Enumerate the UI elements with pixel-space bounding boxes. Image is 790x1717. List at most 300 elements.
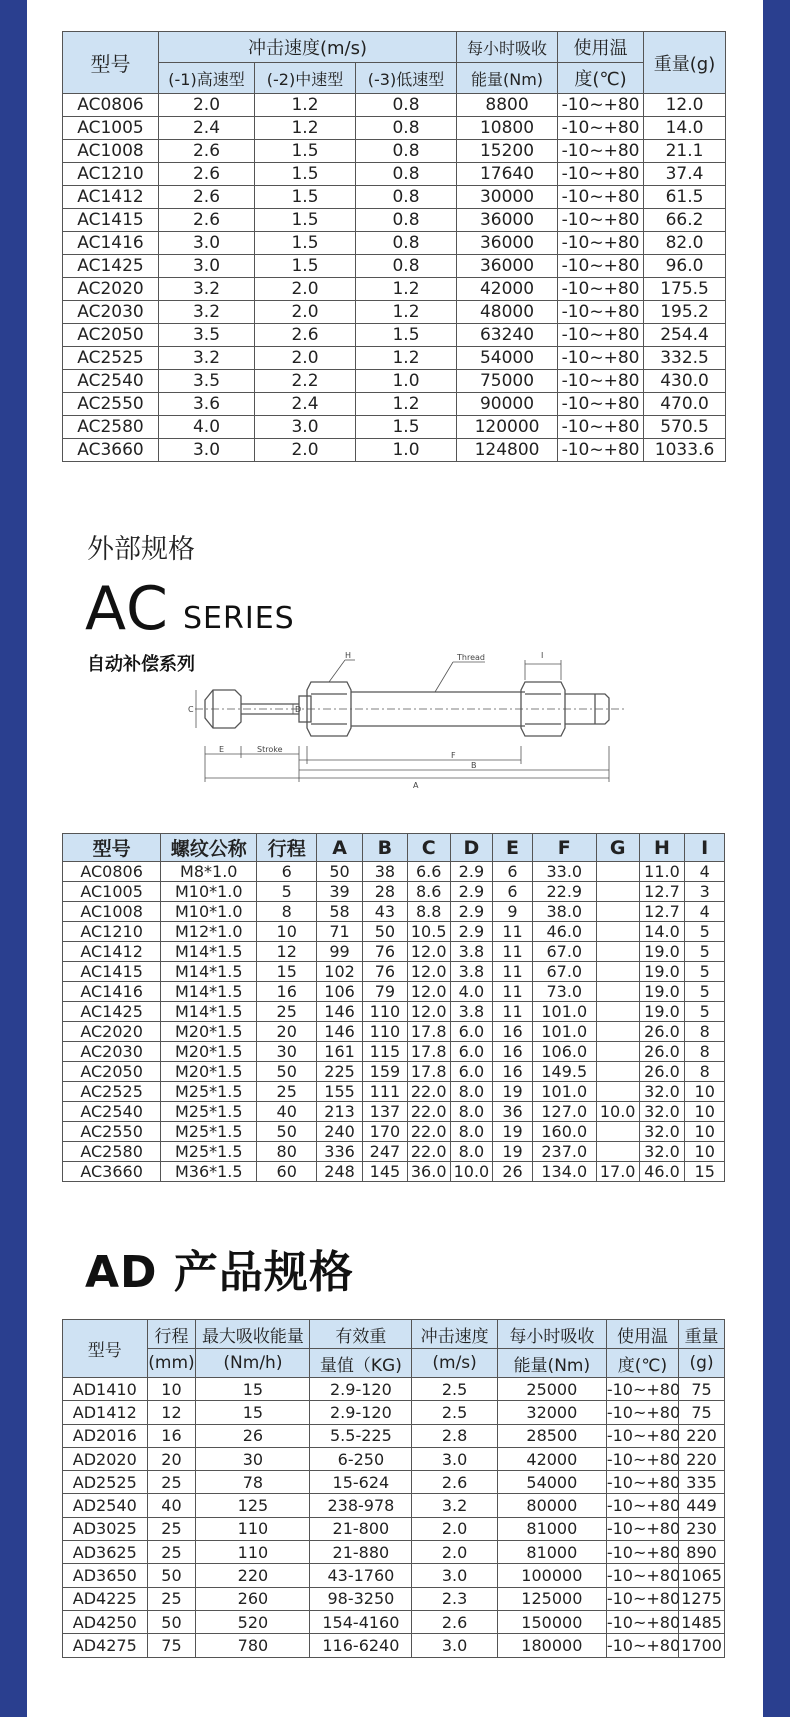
table-cell: 0.8 bbox=[356, 117, 457, 140]
table-cell: -10~+80 bbox=[606, 1564, 678, 1587]
table-cell: 8 bbox=[685, 1042, 725, 1062]
series-description: 自动补偿系列 bbox=[87, 654, 195, 675]
table-cell: 38 bbox=[363, 862, 408, 882]
table-row bbox=[63, 439, 726, 462]
table-cell: -10~+80 bbox=[606, 1517, 678, 1540]
table-cell: 36000 bbox=[457, 255, 558, 278]
table-cell: 28500 bbox=[497, 1424, 606, 1447]
table-cell: AC1008 bbox=[63, 902, 161, 922]
table-cell: 25000 bbox=[497, 1378, 606, 1401]
table-cell: 98-3250 bbox=[310, 1587, 412, 1610]
table-cell: AC3660 bbox=[63, 439, 159, 462]
table-cell: 3.8 bbox=[450, 962, 493, 982]
table-cell: 76 bbox=[363, 962, 408, 982]
table-cell: 220 bbox=[679, 1424, 725, 1447]
table-cell: 2.5 bbox=[412, 1378, 498, 1401]
label-f: F bbox=[451, 751, 456, 760]
table-cell: 61.5 bbox=[644, 186, 726, 209]
table-cell: 3.5 bbox=[159, 370, 255, 393]
table-cell: 520 bbox=[196, 1610, 310, 1633]
table-cell: M25*1.5 bbox=[161, 1082, 257, 1102]
table-cell: 6-250 bbox=[310, 1447, 412, 1470]
table-cell: -10~+80 bbox=[558, 140, 644, 163]
table-cell: AC2540 bbox=[63, 1102, 161, 1122]
table-cell: 26 bbox=[493, 1162, 533, 1182]
table-cell: 3.0 bbox=[412, 1564, 498, 1587]
table-cell: 11 bbox=[493, 922, 533, 942]
table-cell: 75000 bbox=[457, 370, 558, 393]
table-cell bbox=[596, 922, 639, 942]
table-row bbox=[63, 1162, 725, 1182]
table-cell: 21.1 bbox=[644, 140, 726, 163]
table-cell: 4.0 bbox=[450, 982, 493, 1002]
table-cell: 3.0 bbox=[159, 439, 255, 462]
table-cell: AC2550 bbox=[63, 393, 159, 416]
label-d: D bbox=[295, 705, 302, 714]
table-cell bbox=[596, 1062, 639, 1082]
table-cell: -10~+80 bbox=[606, 1494, 678, 1517]
table-cell: 149.5 bbox=[532, 1062, 596, 1082]
table-cell: 2.6 bbox=[412, 1610, 498, 1633]
table-cell: 20 bbox=[257, 1022, 317, 1042]
table-cell: 26 bbox=[196, 1424, 310, 1447]
table-cell: 335 bbox=[679, 1471, 725, 1494]
table-row bbox=[63, 140, 726, 163]
ad-header-effective-1: 有效重 bbox=[310, 1320, 412, 1349]
table-cell: 78 bbox=[196, 1471, 310, 1494]
table-cell: 76 bbox=[363, 942, 408, 962]
table-cell: 32.0 bbox=[639, 1122, 685, 1142]
table-cell: 54000 bbox=[457, 347, 558, 370]
table-cell: AC3660 bbox=[63, 1162, 161, 1182]
table-cell: AD1412 bbox=[63, 1401, 148, 1424]
table-cell: 10 bbox=[257, 922, 317, 942]
table-cell: M20*1.5 bbox=[161, 1042, 257, 1062]
table-cell: M14*1.5 bbox=[161, 942, 257, 962]
table-cell: 20 bbox=[147, 1447, 196, 1470]
table-cell: 1.2 bbox=[356, 278, 457, 301]
dimension-header-cell: B bbox=[363, 834, 408, 862]
table-cell: 11.0 bbox=[639, 862, 685, 882]
table-cell: 195.2 bbox=[644, 301, 726, 324]
table-cell: 5 bbox=[685, 962, 725, 982]
table-cell: 67.0 bbox=[532, 962, 596, 982]
table-cell: 430.0 bbox=[644, 370, 726, 393]
table-cell: 12.7 bbox=[639, 902, 685, 922]
table-cell: AC2525 bbox=[63, 1082, 161, 1102]
table-cell: 127.0 bbox=[532, 1102, 596, 1122]
table-cell: 101.0 bbox=[532, 1082, 596, 1102]
table-cell: 90000 bbox=[457, 393, 558, 416]
table-cell: 50 bbox=[147, 1610, 196, 1633]
table-cell: AC1416 bbox=[63, 982, 161, 1002]
table-cell: AD4275 bbox=[63, 1634, 148, 1657]
table-cell: 1.5 bbox=[356, 416, 457, 439]
table-cell: -10~+80 bbox=[606, 1424, 678, 1447]
dimension-header-cell: D bbox=[450, 834, 493, 862]
table-row bbox=[63, 209, 726, 232]
table-cell: 1.2 bbox=[356, 393, 457, 416]
series-subtitle: SERIES bbox=[183, 601, 295, 636]
ad-section-heading: AD 产品规格 bbox=[85, 1247, 354, 1298]
table-cell: 25 bbox=[147, 1517, 196, 1540]
table-row bbox=[63, 1587, 725, 1610]
table-row bbox=[63, 1610, 725, 1633]
table-cell: 28 bbox=[363, 882, 408, 902]
table-cell: 2.3 bbox=[412, 1587, 498, 1610]
table-cell: -10~+80 bbox=[558, 324, 644, 347]
table-cell: 8.0 bbox=[450, 1082, 493, 1102]
table-cell: -10~+80 bbox=[606, 1541, 678, 1564]
label-i: I bbox=[541, 651, 544, 660]
table-cell: 101.0 bbox=[532, 1002, 596, 1022]
header-speed-high: (-1)高速型 bbox=[159, 63, 255, 94]
table-cell: 54000 bbox=[497, 1471, 606, 1494]
table-cell: 125 bbox=[196, 1494, 310, 1517]
table-cell: 50 bbox=[363, 922, 408, 942]
table-cell: 79 bbox=[363, 982, 408, 1002]
table-cell: 6 bbox=[493, 862, 533, 882]
table-cell: 8.8 bbox=[407, 902, 450, 922]
table-cell: 1.2 bbox=[255, 94, 356, 117]
table-cell: 0.8 bbox=[356, 94, 457, 117]
table-cell: 115 bbox=[363, 1042, 408, 1062]
ad-header-hourly-2: 能量(Nm) bbox=[497, 1349, 606, 1378]
table-cell: 2.4 bbox=[255, 393, 356, 416]
table-cell: 1.2 bbox=[356, 347, 457, 370]
table-cell: AD3650 bbox=[63, 1564, 148, 1587]
table-cell: 161 bbox=[317, 1042, 363, 1062]
table-row bbox=[63, 1564, 725, 1587]
table-cell: 15200 bbox=[457, 140, 558, 163]
table-cell: 10.5 bbox=[407, 922, 450, 942]
table-cell: 0.8 bbox=[356, 255, 457, 278]
table-row bbox=[63, 942, 725, 962]
table-row bbox=[63, 1401, 725, 1424]
table-cell: 50 bbox=[257, 1062, 317, 1082]
table-cell: 0.8 bbox=[356, 163, 457, 186]
table-cell: 2.9 bbox=[450, 862, 493, 882]
ad-header-maxabs-1: 最大吸收能量 bbox=[196, 1320, 310, 1349]
table-cell: 81000 bbox=[497, 1517, 606, 1540]
ad-header-speed-1: 冲击速度 bbox=[412, 1320, 498, 1349]
table-cell: 36 bbox=[493, 1102, 533, 1122]
table-cell: AD2020 bbox=[63, 1447, 148, 1470]
table-cell: 125000 bbox=[497, 1587, 606, 1610]
page-sheet bbox=[27, 0, 763, 1717]
table-cell: 22.0 bbox=[407, 1142, 450, 1162]
table-cell: 12.0 bbox=[407, 1002, 450, 1022]
table-cell: AC1412 bbox=[63, 942, 161, 962]
dimension-header-cell: 螺纹公称 bbox=[161, 834, 257, 862]
table-cell: 124800 bbox=[457, 439, 558, 462]
table-cell: AC0806 bbox=[63, 94, 159, 117]
label-thread: Thread bbox=[457, 653, 485, 662]
table-cell: 247 bbox=[363, 1142, 408, 1162]
header-weight: 重量(g) bbox=[644, 32, 726, 94]
table-row bbox=[63, 1022, 725, 1042]
table-cell: 38.0 bbox=[532, 902, 596, 922]
table-row bbox=[63, 1541, 725, 1564]
table-cell: AC2050 bbox=[63, 1062, 161, 1082]
table-cell: 12.0 bbox=[407, 942, 450, 962]
dimension-header-cell: 行程 bbox=[257, 834, 317, 862]
table-cell: 43 bbox=[363, 902, 408, 922]
table-cell: 145 bbox=[363, 1162, 408, 1182]
series-title: AC bbox=[85, 574, 169, 644]
table-cell: 134.0 bbox=[532, 1162, 596, 1182]
table-cell: 73.0 bbox=[532, 982, 596, 1002]
table-cell: 160.0 bbox=[532, 1122, 596, 1142]
table-cell: 2.9-120 bbox=[310, 1401, 412, 1424]
table-cell: 106.0 bbox=[532, 1042, 596, 1062]
table-cell: 1.5 bbox=[255, 186, 356, 209]
table-cell: 5 bbox=[685, 982, 725, 1002]
table-row bbox=[63, 232, 726, 255]
ad-spec-table-body bbox=[63, 1378, 725, 1658]
table-cell: 15-624 bbox=[310, 1471, 412, 1494]
table-cell: 19 bbox=[493, 1142, 533, 1162]
table-cell: 2.0 bbox=[255, 347, 356, 370]
table-cell: 1.5 bbox=[255, 232, 356, 255]
table-cell: 10.0 bbox=[596, 1102, 639, 1122]
table-cell: 220 bbox=[196, 1564, 310, 1587]
table-cell: 25 bbox=[147, 1541, 196, 1564]
table-cell: 2.0 bbox=[159, 94, 255, 117]
table-cell: -10~+80 bbox=[606, 1610, 678, 1633]
table-cell: 12.0 bbox=[644, 94, 726, 117]
table-cell: 66.2 bbox=[644, 209, 726, 232]
table-cell: 890 bbox=[679, 1541, 725, 1564]
table-cell: 15 bbox=[196, 1378, 310, 1401]
table-cell: 1.5 bbox=[356, 324, 457, 347]
label-h: H bbox=[345, 651, 352, 660]
table-cell: 2.0 bbox=[255, 439, 356, 462]
table-cell: M8*1.0 bbox=[161, 862, 257, 882]
table-row bbox=[63, 1517, 725, 1540]
table-cell: 2.9-120 bbox=[310, 1378, 412, 1401]
table-cell: 2.6 bbox=[159, 186, 255, 209]
table-cell: M36*1.5 bbox=[161, 1162, 257, 1182]
table-cell: 25 bbox=[257, 1082, 317, 1102]
table-cell: 175.5 bbox=[644, 278, 726, 301]
table-cell: 5 bbox=[685, 942, 725, 962]
dimension-header-cell: 型号 bbox=[63, 834, 161, 862]
table-cell: -10~+80 bbox=[558, 94, 644, 117]
table-cell bbox=[596, 1142, 639, 1162]
header-energy-line1: 每小时吸收 bbox=[457, 32, 558, 63]
table-cell: 71 bbox=[317, 922, 363, 942]
dimension-header-cell: E bbox=[493, 834, 533, 862]
table-cell: AC2580 bbox=[63, 1142, 161, 1162]
table-cell: 2.6 bbox=[159, 209, 255, 232]
table-cell: 1.5 bbox=[255, 163, 356, 186]
table-cell: 254.4 bbox=[644, 324, 726, 347]
table-cell: 213 bbox=[317, 1102, 363, 1122]
table-cell: -10~+80 bbox=[606, 1401, 678, 1424]
table-cell: 116-6240 bbox=[310, 1634, 412, 1657]
table-cell: 21-800 bbox=[310, 1517, 412, 1540]
table-row bbox=[63, 1447, 725, 1470]
table-cell: AC2030 bbox=[63, 301, 159, 324]
table-cell: 11 bbox=[493, 982, 533, 1002]
dimension-header-row bbox=[63, 834, 725, 862]
table-cell: 8.6 bbox=[407, 882, 450, 902]
label-e: E bbox=[219, 745, 225, 754]
table-row bbox=[63, 324, 726, 347]
table-row bbox=[63, 393, 726, 416]
table-cell: 4 bbox=[685, 862, 725, 882]
table-cell: 5 bbox=[685, 1002, 725, 1022]
table-cell: 75 bbox=[679, 1401, 725, 1424]
table-cell: AC2050 bbox=[63, 324, 159, 347]
table-cell: -10~+80 bbox=[558, 255, 644, 278]
table-cell: 3.2 bbox=[159, 301, 255, 324]
table-row bbox=[63, 163, 726, 186]
ad-header-stroke-2: (mm) bbox=[147, 1349, 196, 1378]
table-cell: 25 bbox=[147, 1587, 196, 1610]
table-cell: AD2016 bbox=[63, 1424, 148, 1447]
table-cell: 3.0 bbox=[412, 1447, 498, 1470]
table-row bbox=[63, 117, 726, 140]
table-row bbox=[63, 922, 725, 942]
table-cell: 58 bbox=[317, 902, 363, 922]
table-cell: AC2030 bbox=[63, 1042, 161, 1062]
shock-absorber-drawing bbox=[188, 651, 635, 792]
table-cell: 81000 bbox=[497, 1541, 606, 1564]
table-cell: 48000 bbox=[457, 301, 558, 324]
table-cell: 10.0 bbox=[450, 1162, 493, 1182]
table-cell: 32000 bbox=[497, 1401, 606, 1424]
table-row bbox=[63, 1142, 725, 1162]
table-cell: -10~+80 bbox=[606, 1471, 678, 1494]
dimension-header-cell: I bbox=[685, 834, 725, 862]
table-cell: 22.0 bbox=[407, 1122, 450, 1142]
table-cell: -10~+80 bbox=[606, 1587, 678, 1610]
table-cell: -10~+80 bbox=[558, 232, 644, 255]
table-cell: 260 bbox=[196, 1587, 310, 1610]
table-cell: 101.0 bbox=[532, 1022, 596, 1042]
header-temp-line1: 使用温 bbox=[558, 32, 644, 63]
table-cell: AC2020 bbox=[63, 1022, 161, 1042]
table-cell: AD1410 bbox=[63, 1378, 148, 1401]
table-row bbox=[63, 1002, 725, 1022]
table-cell: 110 bbox=[363, 1022, 408, 1042]
table-cell: -10~+80 bbox=[558, 347, 644, 370]
table-row bbox=[63, 882, 725, 902]
table-cell: 3.6 bbox=[159, 393, 255, 416]
table-cell: 5.5-225 bbox=[310, 1424, 412, 1447]
table-cell: 2.6 bbox=[255, 324, 356, 347]
table-row bbox=[63, 1634, 725, 1657]
table-row bbox=[63, 1122, 725, 1142]
table-cell: 0.8 bbox=[356, 186, 457, 209]
table-cell: 110 bbox=[363, 1002, 408, 1022]
table-cell: 26.0 bbox=[639, 1042, 685, 1062]
table-cell: AC1415 bbox=[63, 209, 159, 232]
header-speed-low: (-3)低速型 bbox=[356, 63, 457, 94]
table-cell: 8 bbox=[257, 902, 317, 922]
table-cell: -10~+80 bbox=[558, 278, 644, 301]
table-cell: 30000 bbox=[457, 186, 558, 209]
table-cell: 159 bbox=[363, 1062, 408, 1082]
table-cell: 10 bbox=[685, 1082, 725, 1102]
table-cell: -10~+80 bbox=[606, 1378, 678, 1401]
table-cell bbox=[596, 902, 639, 922]
table-cell: M25*1.5 bbox=[161, 1122, 257, 1142]
ad-header-hourly-1: 每小时吸收 bbox=[497, 1320, 606, 1349]
table-cell: 19.0 bbox=[639, 962, 685, 982]
table-row bbox=[63, 1494, 725, 1517]
table-cell: 17.0 bbox=[596, 1162, 639, 1182]
table-cell bbox=[596, 1002, 639, 1022]
header-temp-line2: 度(℃) bbox=[558, 63, 644, 94]
table-cell: 2.0 bbox=[412, 1517, 498, 1540]
table-row bbox=[63, 962, 725, 982]
dimension-header-cell: C bbox=[407, 834, 450, 862]
table-cell bbox=[596, 1022, 639, 1042]
table-cell: M14*1.5 bbox=[161, 962, 257, 982]
table-cell: 237.0 bbox=[532, 1142, 596, 1162]
table-cell: 1.5 bbox=[255, 140, 356, 163]
table-cell: 12 bbox=[147, 1401, 196, 1424]
table-cell: 19.0 bbox=[639, 1002, 685, 1022]
table-cell: 30 bbox=[196, 1447, 310, 1470]
table-cell: 2.4 bbox=[159, 117, 255, 140]
table-cell: 0.8 bbox=[356, 140, 457, 163]
table-cell bbox=[596, 1042, 639, 1062]
table-cell: 146 bbox=[317, 1002, 363, 1022]
header-speed: 冲击速度(m/s) bbox=[159, 32, 457, 63]
table-cell: 19.0 bbox=[639, 942, 685, 962]
table-cell: 80 bbox=[257, 1142, 317, 1162]
table-cell: 0.8 bbox=[356, 232, 457, 255]
ad-header-weight-2: (g) bbox=[679, 1349, 725, 1378]
table-cell: AD2540 bbox=[63, 1494, 148, 1517]
table-cell: 14.0 bbox=[644, 117, 726, 140]
table-cell: 26.0 bbox=[639, 1062, 685, 1082]
table-cell: AC2540 bbox=[63, 370, 159, 393]
table-cell: 8 bbox=[685, 1022, 725, 1042]
table-cell: 100000 bbox=[497, 1564, 606, 1587]
ad-header-effective-2: 量值（KG) bbox=[310, 1349, 412, 1378]
table-cell: 180000 bbox=[497, 1634, 606, 1657]
table-cell: -10~+80 bbox=[558, 439, 644, 462]
table-cell: 32.0 bbox=[639, 1142, 685, 1162]
table-cell: 332.5 bbox=[644, 347, 726, 370]
table-cell: 155 bbox=[317, 1082, 363, 1102]
table-cell: M20*1.5 bbox=[161, 1062, 257, 1082]
table-cell: 30 bbox=[257, 1042, 317, 1062]
table-cell: AD4250 bbox=[63, 1610, 148, 1633]
table-cell: 22.0 bbox=[407, 1082, 450, 1102]
table-cell: 2.6 bbox=[412, 1471, 498, 1494]
table-cell: 2.2 bbox=[255, 370, 356, 393]
table-cell: 1.0 bbox=[356, 370, 457, 393]
table-cell: 6 bbox=[257, 862, 317, 882]
table-cell: 12.7 bbox=[639, 882, 685, 902]
table-cell: 780 bbox=[196, 1634, 310, 1657]
table-cell: M10*1.0 bbox=[161, 882, 257, 902]
table-cell: AD4225 bbox=[63, 1587, 148, 1610]
table-cell: 1.0 bbox=[356, 439, 457, 462]
table-cell: 1.5 bbox=[255, 255, 356, 278]
ad-header-temp-1: 使用温 bbox=[606, 1320, 678, 1349]
table-cell: 33.0 bbox=[532, 862, 596, 882]
table-cell: 19 bbox=[493, 1082, 533, 1102]
table-cell: 470.0 bbox=[644, 393, 726, 416]
table-cell: 6.0 bbox=[450, 1022, 493, 1042]
